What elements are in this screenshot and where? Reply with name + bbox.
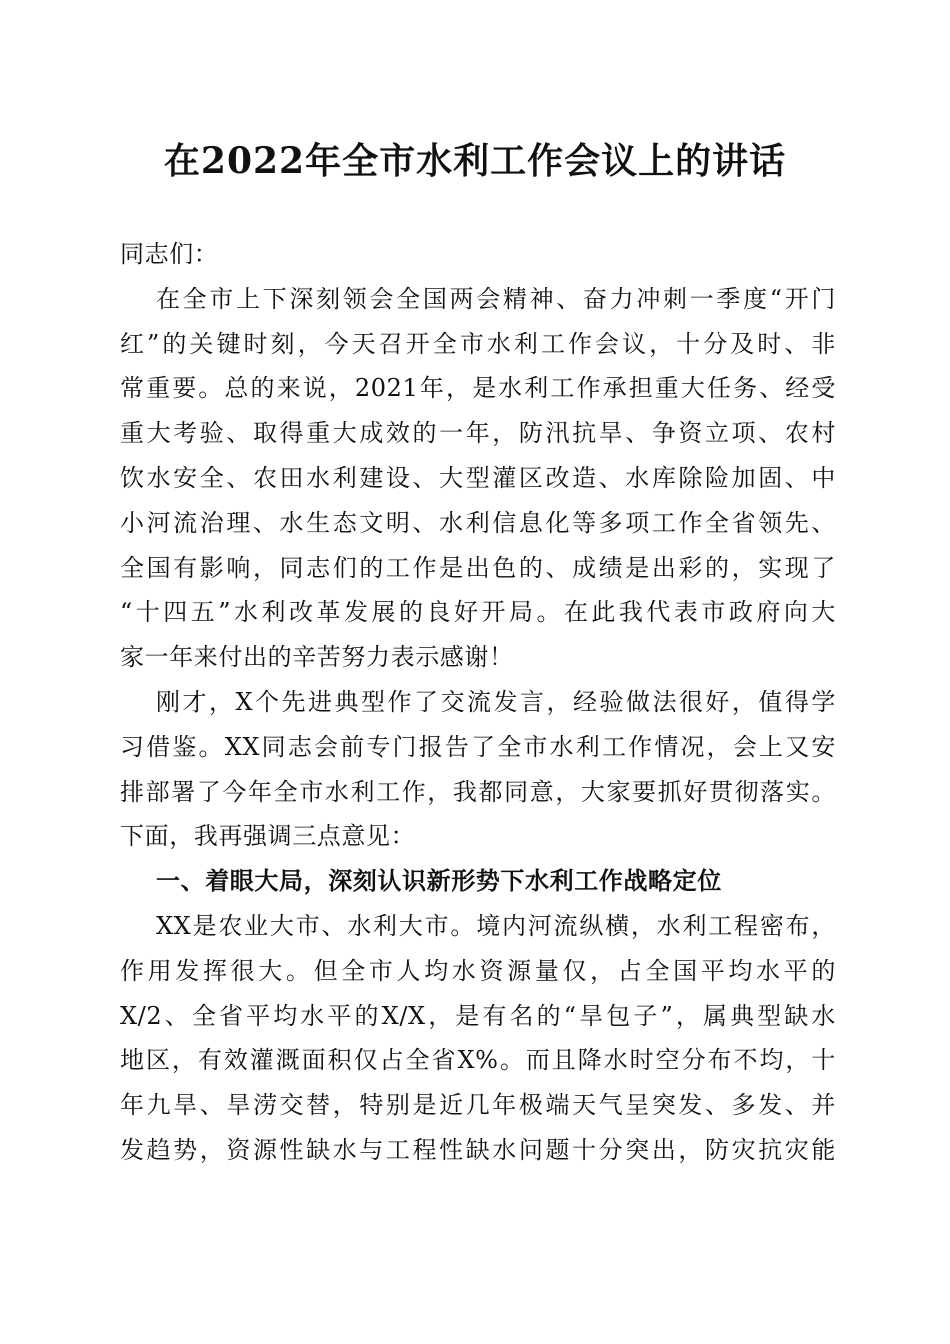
- paragraph-line: 红”的关键时刻，今天召开全市水利工作会议，十分及时、非: [120, 329, 836, 358]
- paragraph-line: 发趋势，资源性缺水与工程性缺水问题十分突出，防灾抗灾能: [120, 1135, 836, 1164]
- salutation: 同志们：: [120, 240, 219, 268]
- paragraph-line: 刚才，X个先进典型作了交流发言，经验做法很好，值得学: [156, 687, 836, 716]
- paragraph-line: 饮水安全、农田水利建设、大型灌区改造、水库除险加固、中: [120, 463, 836, 492]
- paragraph-line: 下面，我再强调三点意见：: [120, 822, 416, 851]
- section-heading: 一、着眼大局，深刻认识新形势下水利工作战略定位: [156, 867, 722, 896]
- paragraph-line: 地区，有效灌溉面积仅占全省X%。而且降水时空分布不均，十: [120, 1046, 836, 1075]
- paragraph-line: 排部署了今年全市水利工作，我都同意，大家要抓好贯彻落实。: [120, 777, 836, 806]
- paragraph-line: 作用发挥很大。但全市人均水资源量仅，占全国平均水平的: [120, 956, 836, 985]
- paragraph-line: 在全市上下深刻领会全国两会精神、奋力冲刺一季度“开门: [156, 284, 836, 313]
- paragraph-line: XX是农业大市、水利大市。境内河流纵横，水利工程密布，: [156, 911, 836, 940]
- paragraph-line: 小河流治理、水生态文明、水利信息化等多项工作全省领先、: [120, 508, 836, 537]
- paragraph-line: 年九旱、旱涝交替，特别是近几年极端天气呈突发、多发、并: [120, 1091, 836, 1120]
- paragraph-line: 常重要。总的来说，2021年，是水利工作承担重大任务、经受: [120, 374, 836, 403]
- paragraph-line: “十四五”水利改革发展的良好开局。在此我代表市政府向大: [120, 598, 836, 627]
- paragraph-line: 家一年来付出的辛苦努力表示感谢！: [120, 643, 514, 672]
- paragraph-line: 习借鉴。XX同志会前专门报告了全市水利工作情况，会上又安: [120, 732, 836, 761]
- paragraph-line: 全国有影响，同志们的工作是出色的、成绩是出彩的，实现了: [120, 553, 836, 582]
- paragraph-line: 重大考验、取得重大成效的一年，防汛抗旱、争资立项、农村: [120, 419, 836, 448]
- document-title: 在2022年全市水利工作会议上的讲话: [163, 140, 787, 182]
- paragraph-line: X/2、全省平均水平的X/X，是有名的“旱包子”，属典型缺水: [120, 1001, 836, 1030]
- document-body: [120, 232, 836, 1173]
